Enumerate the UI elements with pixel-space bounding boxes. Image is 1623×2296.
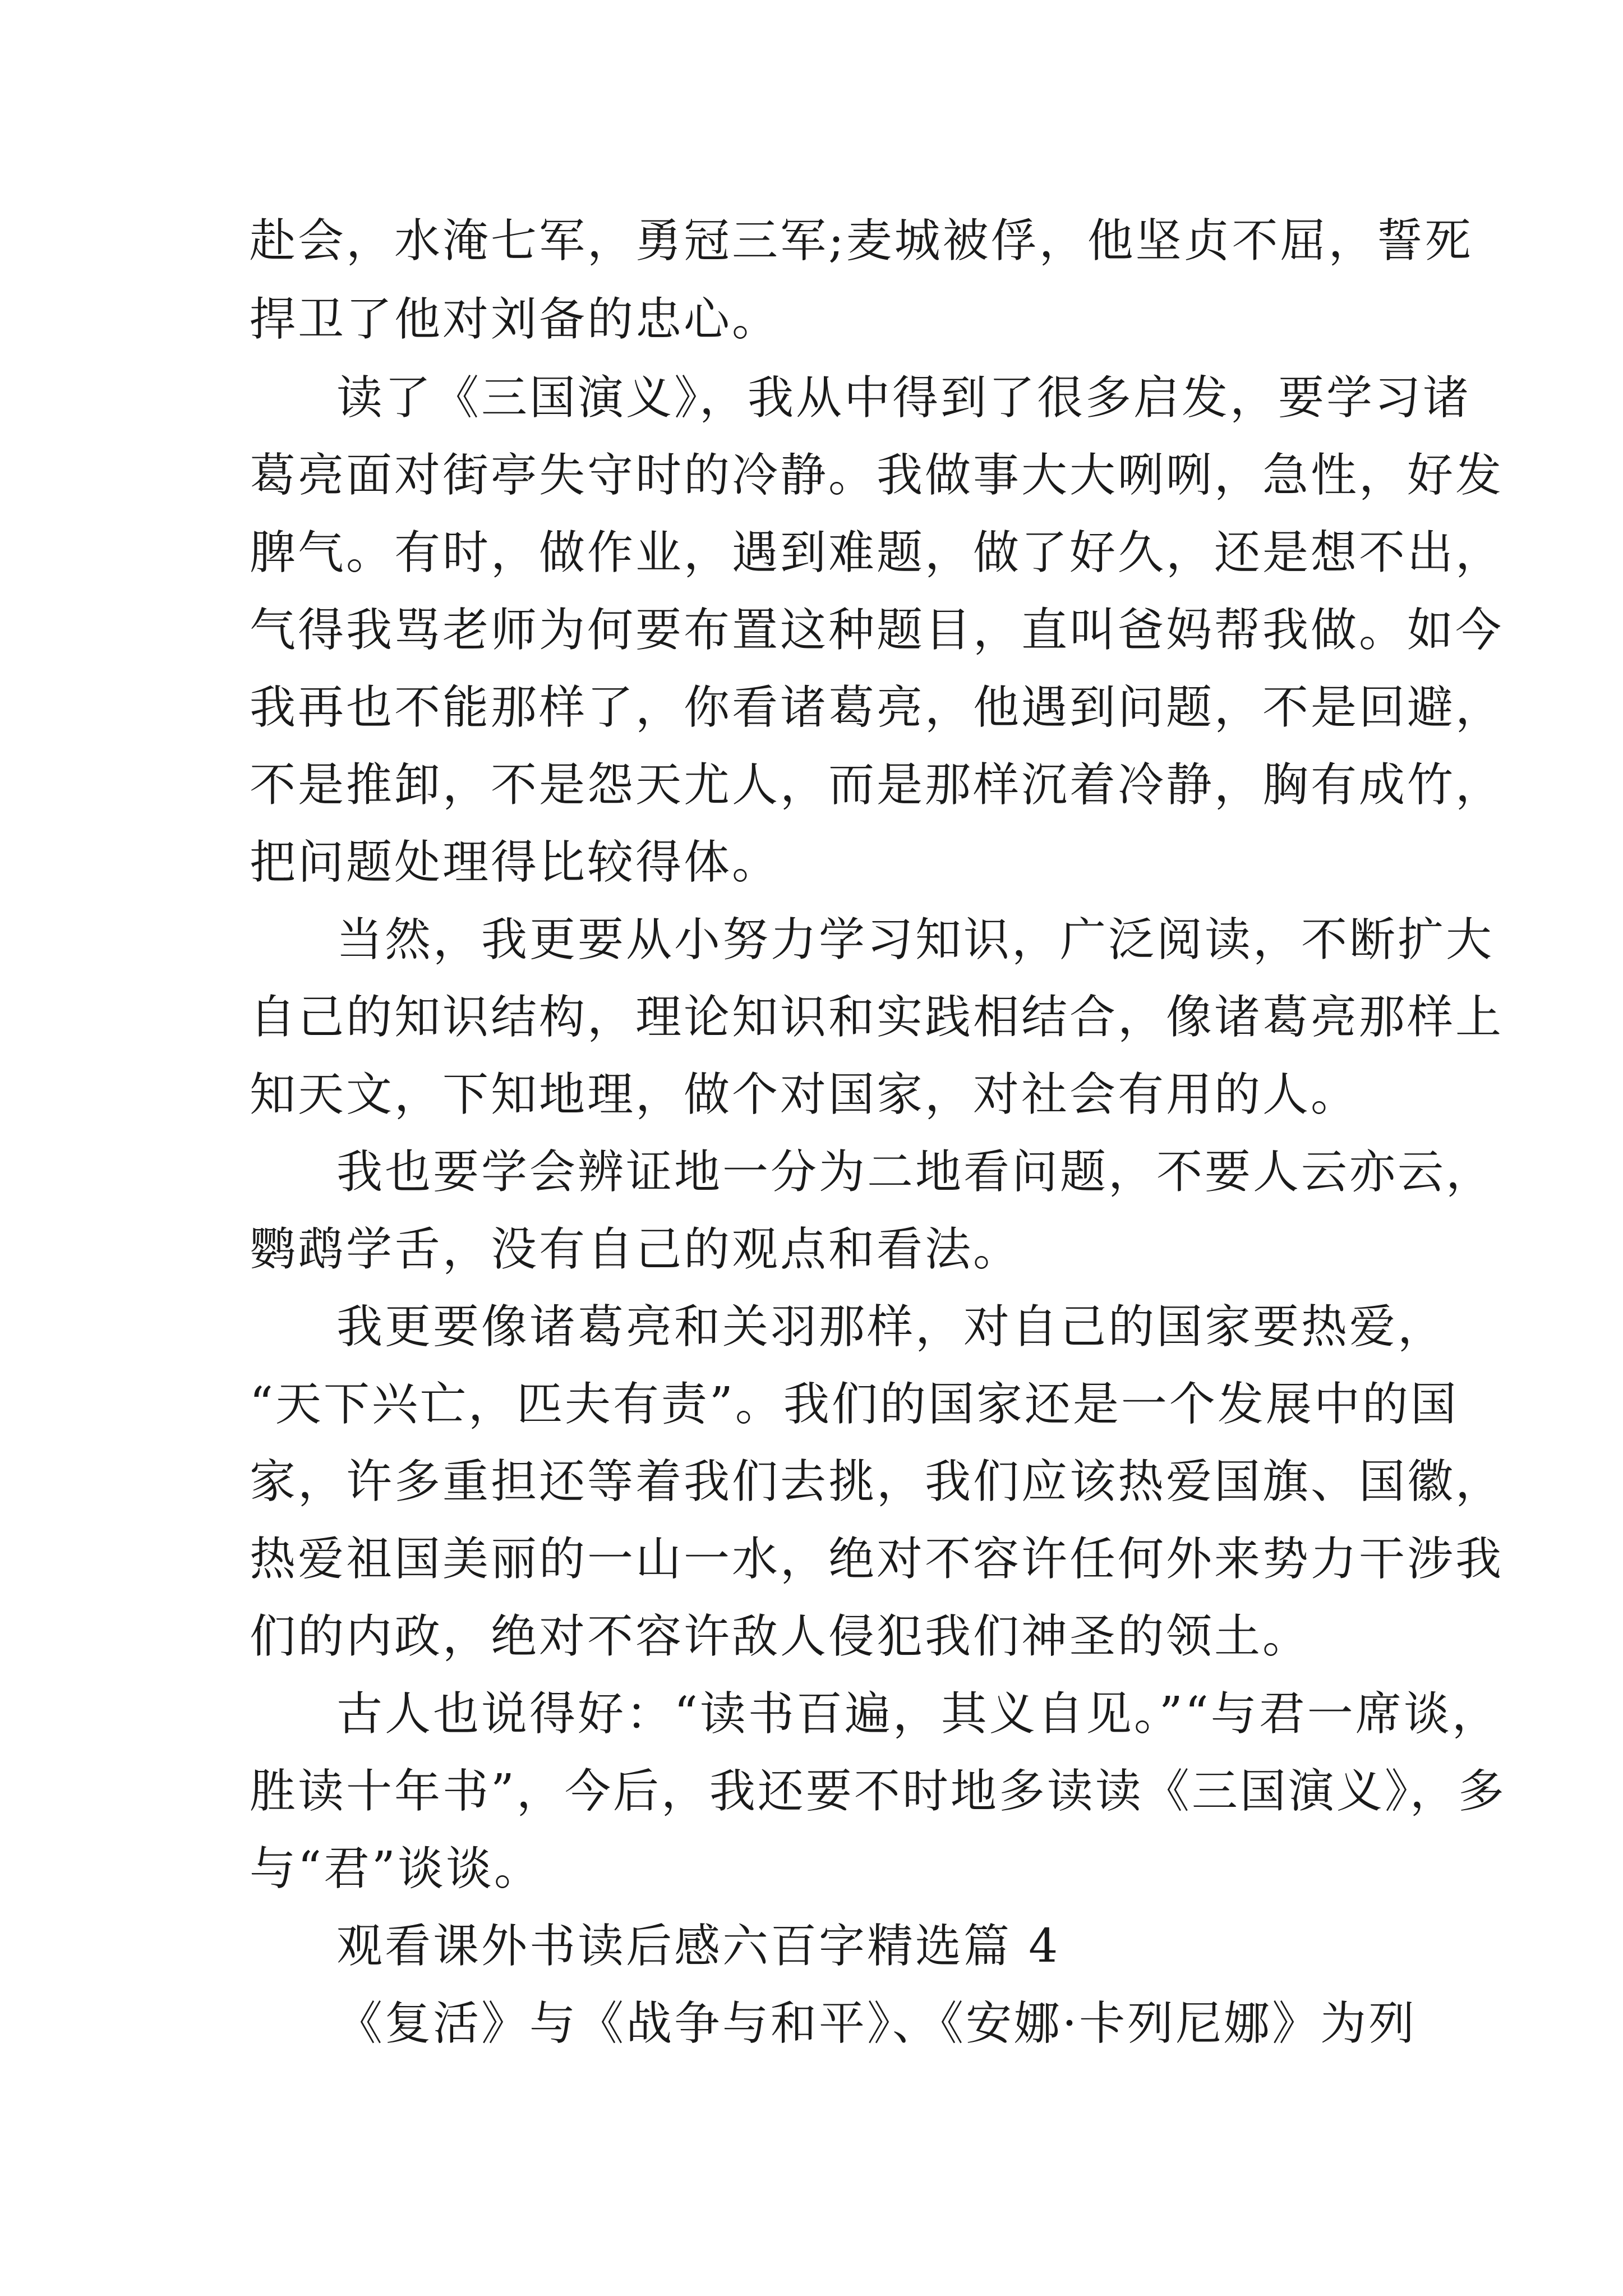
paragraph-first-line: 我也要学会辨证地一分为二地看问题，不要人云亦云， [336,1145,1495,1199]
text-line: 葛亮面对街亭失守时的冷静。我做事大大咧咧，急性，好发 [250,449,1504,502]
text-line: 们的内政，绝对不容许敌人侵犯我们神圣的领土。 [250,1610,1311,1663]
text-line: 气得我骂老师为何要布置这种题目，直叫爸妈帮我做。如今 [250,604,1504,657]
text-line: 胜读十年书”，今后，我还要不时地多读读《三国演义》，多 [250,1765,1506,1818]
section-heading: 观看课外书读后感六百字精选篇 4 [336,1920,1061,1973]
text-line: 把问题处理得比较得体。 [250,836,781,889]
text-line: 脾气。有时，做作业，遇到难题，做了好久，还是想不出， [250,526,1504,579]
text-line: 与“君”谈谈。 [250,1842,542,1895]
paragraph-first-line: 《复活》与《战争与和平》、《安娜·卡列尼娜》为列 [336,1997,1417,2050]
paragraph-first-line: 当然，我更要从小努力学习知识，广泛阅读，不断扩大 [336,913,1495,967]
text-line: 自己的知识结构，理论知识和实践相结合，像诸葛亮那样上 [250,991,1504,1044]
paragraph-first-line: 我更要像诸葛亮和关羽那样，对自己的国家要热爱， [336,1300,1446,1354]
text-line: 知天文，下知地理，做个对国家，对社会有用的人。 [250,1068,1359,1121]
text-line: “天下兴亡，匹夫有责”。我们的国家还是一个发展中的国 [250,1378,1459,1431]
text-line: 我再也不能那样了，你看诸葛亮，他遇到问题，不是回避， [250,681,1504,734]
text-line: 热爱祖国美丽的一山一水，绝对不容许任何外来势力干涉我 [250,1533,1504,1586]
paragraph-first-line: 读了《三国演义》，我从中得到了很多启发，要学习诸 [336,371,1472,425]
text-line: 捍卫了他对刘备的忠心。 [250,293,781,346]
text-line: 家，许多重担还等着我们去挑，我们应该热爱国旗、国徽， [250,1455,1504,1508]
text-line: 鹦鹉学舌，没有自己的观点和看法。 [250,1223,1022,1276]
text-line: 赴会，水淹七军，勇冠三军;麦城被俘，他坚贞不屈，誓死 [250,214,1473,268]
text-line: 不是推卸，不是怨天尤人，而是那样沉着冷静，胸有成竹， [250,758,1504,812]
paragraph-first-line: 古人也说得好：“读书百遍，其义自见。”“与君一席谈， [336,1687,1500,1741]
